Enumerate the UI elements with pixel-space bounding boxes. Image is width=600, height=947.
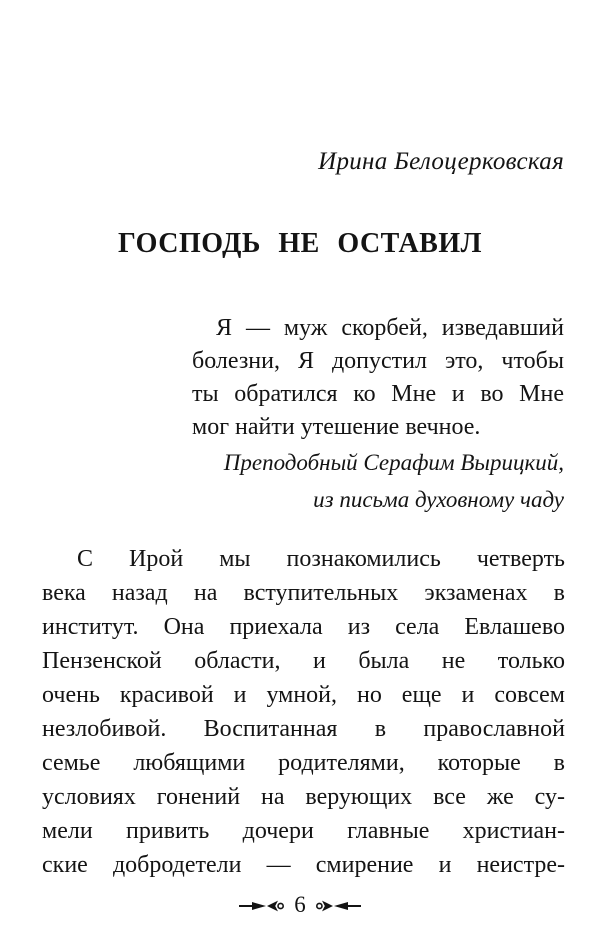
chapter-title: ГОСПОДЬ НЕ ОСТАВИЛ — [117, 228, 482, 259]
body-line: С Ирой мы познакомились четверть — [77, 546, 565, 572]
body-line: Пензенской области, и была не только — [42, 648, 565, 674]
epigraph-line: ты обратился ко Мне и во Мне — [192, 381, 564, 407]
body-line: ские добродетели — смирение и неистре- — [42, 852, 565, 878]
attribution-line: из письма духовному чаду — [313, 487, 564, 512]
footer-ornament-left-icon — [239, 899, 285, 913]
page-footer — [0, 894, 600, 918]
attribution-line: Преподобный Серафим Вырицкий, — [223, 450, 564, 475]
epigraph-line: болезни, Я допустил это, чтобы — [192, 348, 564, 374]
body-line: институт. Она приехала из села Евлашево — [42, 614, 565, 640]
body-line: семье любящими родителями, которые в — [42, 750, 565, 776]
body-line: очень красивой и умной, но еще и совсем — [42, 682, 565, 708]
footer-ornament-right-icon — [315, 899, 361, 913]
epigraph-line: мог найти утешение вечное. — [192, 414, 481, 440]
body-line: мели привить дочери главные христиан- — [42, 818, 565, 844]
epigraph-attribution — [40, 444, 564, 518]
epigraph-line: Я — муж скорбей, изведавший — [216, 315, 564, 341]
author-line: Ирина Белоцерковская — [318, 148, 564, 175]
body-line: незлобивой. Воспитанная в православной — [42, 716, 565, 742]
epigraph — [192, 312, 564, 444]
body-line: века назад на вступительных экзаменах в — [42, 580, 565, 606]
body-paragraph — [42, 542, 565, 882]
body-line: условиях гонений на верующих все же су- — [42, 784, 565, 810]
page-number: 6 — [294, 892, 306, 917]
